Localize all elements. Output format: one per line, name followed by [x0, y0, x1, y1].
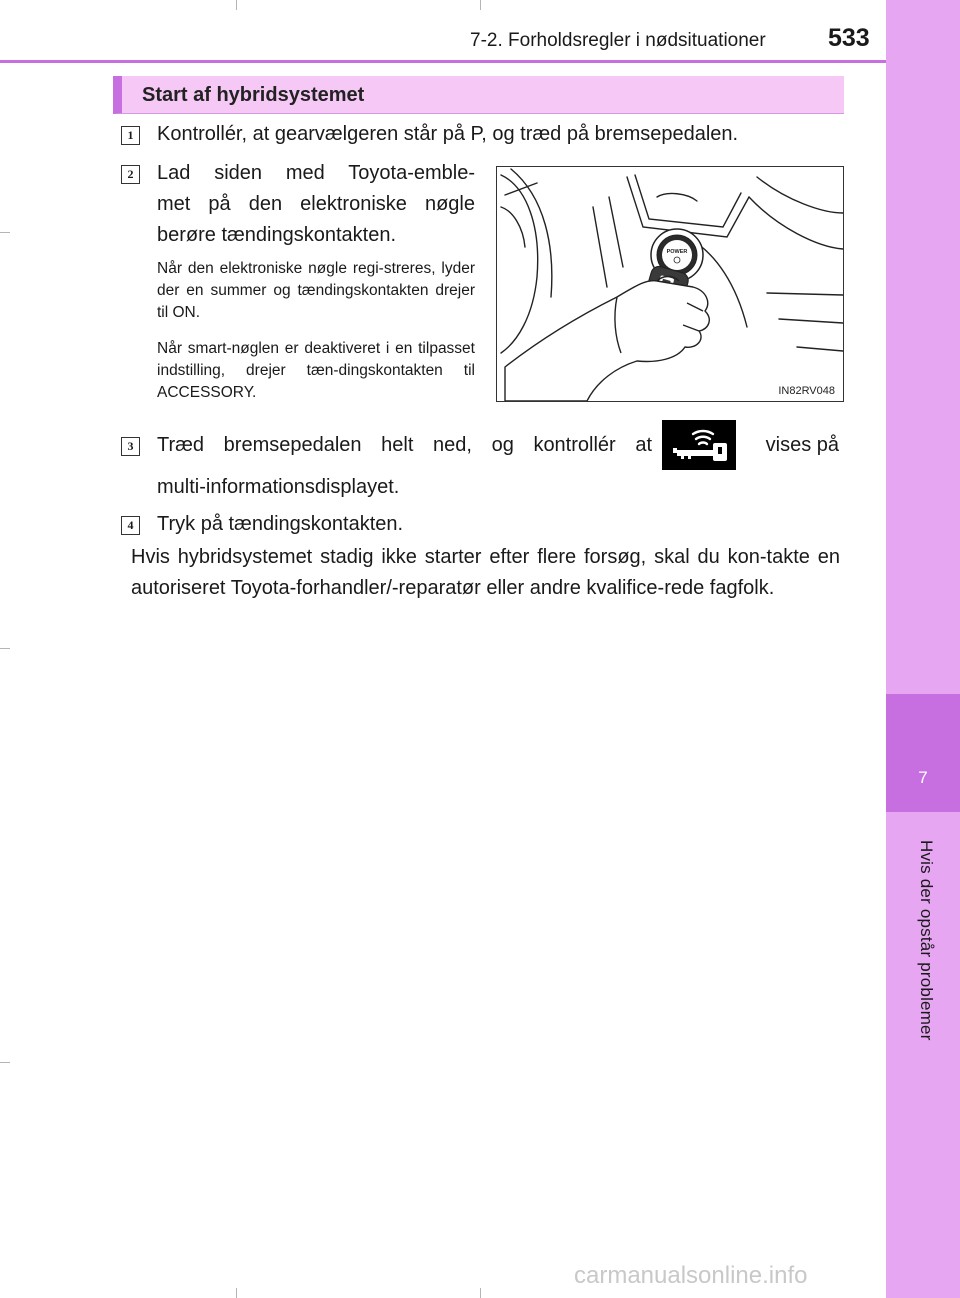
step-number-4: 4 [121, 516, 140, 535]
step-2-line-2: met på den elektroniske nøgle [157, 193, 475, 215]
chapter-title: Hvis der opstår problemer [917, 840, 936, 1041]
step-2-note-2: Når smart-nøglen er deaktiveret i en tilpasset indstilling, drejer tæn-dingskontakten til ACCESSORY. [157, 340, 475, 401]
crop-mark [480, 0, 481, 10]
chapter-number: 7 [918, 768, 928, 787]
crop-mark [236, 0, 237, 10]
smart-key-indicator-icon [669, 428, 729, 462]
step-2-note-1: Når den elektroniske nøgle regi-streres, lyder der en summer og tændingskontakten drejer til ON. [157, 260, 475, 321]
chapter-side-tab [886, 0, 960, 1298]
section-title: Start af hybridsystemet [142, 84, 365, 106]
step-3-text-line-2: multi-informationsdisplayet. [157, 476, 400, 498]
section-heading-bar [113, 76, 844, 114]
step-3-text-before: Træd bremsepedalen helt ned, og kontrollér at [157, 434, 652, 456]
figure-code: IN82RV048 [778, 385, 835, 397]
crop-mark [0, 1062, 10, 1063]
step-number-2: 2 [121, 165, 140, 184]
running-header: 7-2. Forholdsregler i nødsituationer [470, 30, 766, 51]
step-number-1: 1 [121, 126, 140, 145]
step-number-3: 3 [121, 437, 140, 456]
step-2-line-1: Lad siden med Toyota-emble- [157, 162, 475, 184]
svg-text:POWER: POWER [666, 249, 688, 255]
power-switch-illustration [496, 166, 844, 402]
page-number: 533 [828, 24, 870, 52]
step-4-text: Tryk på tændingskontakten. [157, 513, 404, 535]
hand-holding-key-at-power-button-icon [497, 167, 843, 401]
header-rule [0, 60, 886, 63]
step-2-line-3: berøre tændingskontakten. [157, 224, 397, 246]
crop-mark [0, 232, 10, 233]
crop-mark [480, 1288, 481, 1298]
closing-paragraph: Hvis hybridsystemet stadig ikke starter efter flere forsøg, skal du kon-takte en autoriseret Toyota-forhandler/-reparatør eller andre kvalifice-rede fagfolk. [131, 546, 840, 599]
step-3-text-after: vises på [765, 434, 839, 456]
crop-mark [236, 1288, 237, 1298]
step-1-text: Kontrollér, at gearvælgeren står på P, og træd på bremsepedalen. [157, 123, 739, 145]
smart-key-indicator [662, 420, 736, 470]
watermark: carmanualsonline.info [574, 1262, 808, 1289]
crop-mark [0, 648, 10, 649]
chapter-number-block [886, 694, 960, 812]
